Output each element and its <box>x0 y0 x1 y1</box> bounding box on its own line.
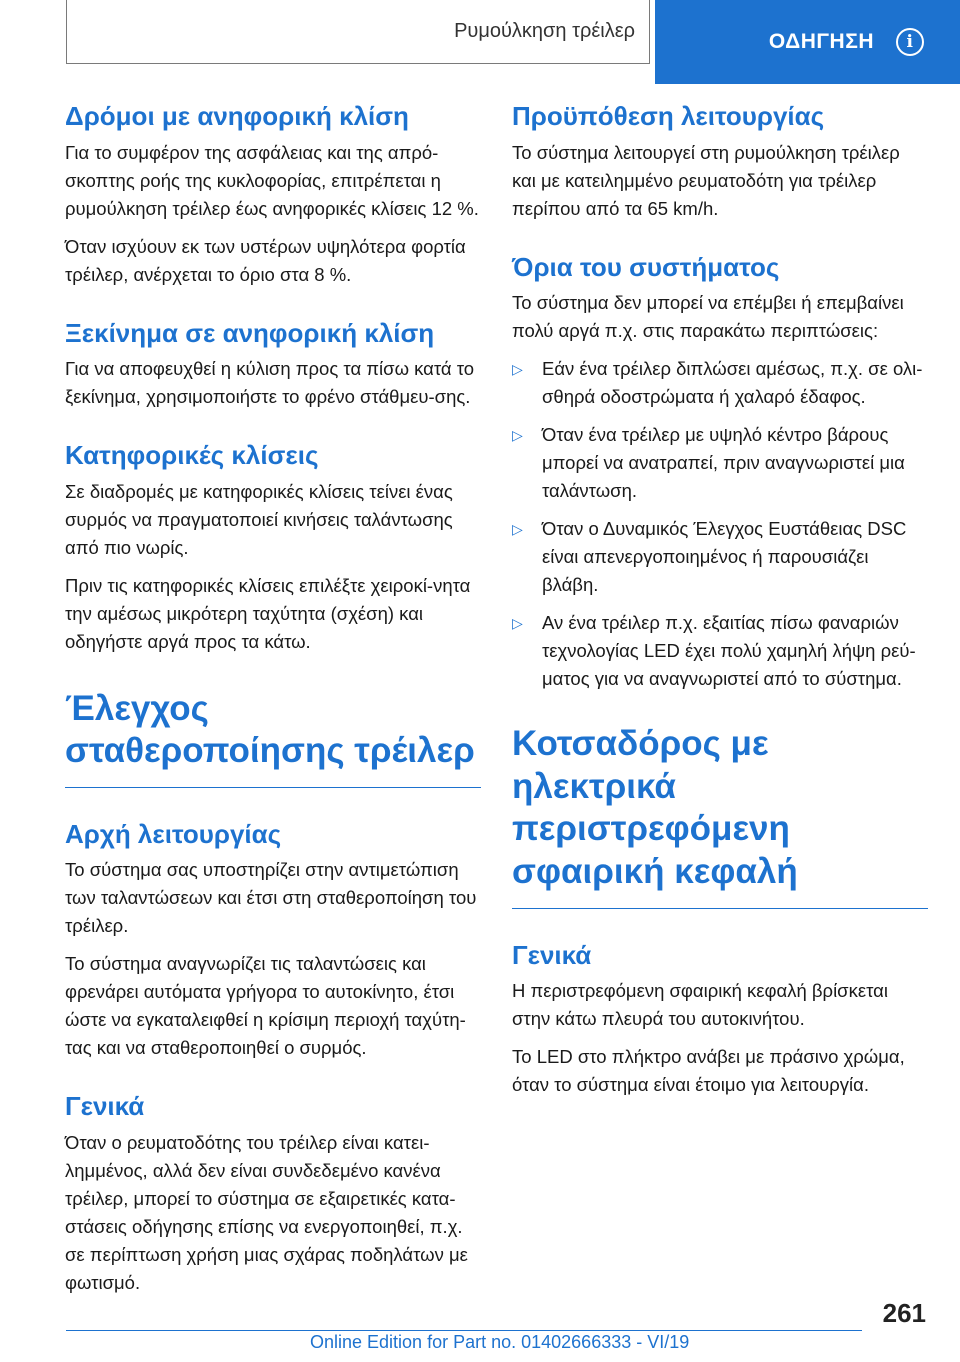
list-item: ▷ Αν ένα τρέιλερ π.χ. εξαιτίας πίσω φαναριών τεχνολογίας LED έχει πολύ χαμηλή λήψη ρεύ-ματος για να αναγνωριστεί από το σύστημα. <box>512 609 928 693</box>
heading-prerequisite: Προϋπόθεση λειτουργίας <box>512 101 825 131</box>
section-divider <box>512 908 928 909</box>
triangle-right-icon: ▷ <box>512 615 523 631</box>
page-number: 261 <box>882 1298 926 1328</box>
heading-general: Γενικά <box>512 939 592 970</box>
list-item: ▷ Όταν ο Δυναμικός Έλεγχος Ευστάθειας DSC είναι απενεργοποιημένος ή παρουσιάζει βλάβη. <box>512 515 928 599</box>
chapter-title-tab <box>66 0 650 64</box>
list-item: ▷ Εάν ένα τρέιλερ διπλώσει αμέσως, π.χ. σε ολι-σθηρά οδοστρώματα ή χαλαρό έδαφος. <box>512 355 928 411</box>
heading-system-limits: Όρια του συστήματος <box>512 251 780 282</box>
heading-general: Γενικά <box>65 1091 145 1122</box>
chapter-title: Ρυμούλκηση τρέιλερ <box>454 20 635 42</box>
paragraph: Το σύστημα δεν μπορεί να επέμβει ή επεμβαίνει πολύ αργά π.χ. στις παρακάτω περιπτώσεις: <box>512 292 904 341</box>
footer-divider <box>66 1330 862 1331</box>
paragraph: Όταν ισχύουν εκ των υστέρων υψηλότερα φορτία τρέιλερ, ανέρχεται το όριο στα 8 %. <box>65 235 466 285</box>
paragraph: Όταν ο ρευματοδότης του τρέιλερ είναι κατει-λημμένος, αλλά δεν είναι συνδεδεμένο κανένα τρέιλερ, μπορεί το σύστημα σε εξαιρετικές κατα-στάσεις οδήγησης επίσης να ενεργοποιηθεί, π.χ. σε περίπτωση χρήση μιας σχάρας ποδηλάτων με φωτισμό. <box>65 1131 468 1293</box>
paragraph: Για το συμφέρον της ασφάλειας και της απρό-σκοπτης ροής της κυκλοφορίας, επιτρέπεται η ρυμούλκηση τρέιλερ έως ανηφορικές κλίσεις 12 %. <box>65 141 479 219</box>
paragraph: Το σύστημα αναγνωρίζει τις ταλαντώσεις και φρενάρει αυτόματα γρήγορα το αυτοκίνητο, έτσι ώστε να εγκαταλειφθεί η κρίσιμη περιοχή ταχύτη-τας και να σταθεροποιηθεί ο συρμός. <box>65 953 466 1059</box>
paragraph: Το LED στο πλήκτρο ανάβει με πράσινο χρώμα, όταν το σύστημα είναι έτοιμο για λειτουργία. <box>512 1046 905 1096</box>
left-column <box>65 100 481 1307</box>
triangle-right-icon: ▷ <box>512 521 523 537</box>
heading-slopes: Δρόμοι με ανηφορική κλίση <box>65 101 409 131</box>
paragraph: Η περιστρεφόμενη σφαιρική κεφαλή βρίσκεται στην κάτω πλευρά του αυτοκινήτου. <box>512 980 888 1030</box>
paragraph: Σε διαδρομές με κατηφορικές κλίσεις τείνει ένας συρμός να πραγματοποιεί κινήσεις ταλάντωσης από πιο νωρίς. <box>65 480 453 558</box>
section-divider <box>65 787 481 788</box>
heading-principle: Αρχή λειτουργίας <box>65 818 282 849</box>
edition-note: Online Edition for Part no. 01402666333 - VI/19 <box>310 1332 690 1352</box>
triangle-right-icon: ▷ <box>512 361 523 377</box>
heading-trailer-stabilization: Έλεγχος σταθεροποίησης τρέιλερ <box>65 688 475 771</box>
section-tab[interactable] <box>655 0 960 84</box>
heading-electric-tow-hitch: Κοτσαδόρος με ηλεκτρικά περιστρεφόμενη σφαιρική κεφαλή <box>512 724 798 892</box>
paragraph: Το σύστημα σας υποστηρίζει στην αντιμετώπιση των ταλαντώσεων και έτσι στη σταθεροποίηση του τρέιλερ. <box>65 859 477 937</box>
list-item: ▷ Όταν ένα τρέιλερ με υψηλό κέντρο βάρους μπορεί να ανατραπεί, πριν αναγνωριστεί μια ταλάντωση. <box>512 421 928 505</box>
limits-list <box>512 355 928 693</box>
section-title: ΟΔΗΓΗΣΗ <box>768 30 874 53</box>
paragraph: Για να αποφευχθεί η κύλιση προς τα πίσω κατά το ξεκίνημα, χρησιμοποιήστε το φρένο στάθμευ-σης. <box>65 358 475 407</box>
right-column <box>512 100 928 1109</box>
paragraph: Το σύστημα λειτουργεί στη ρυμούλκηση τρέιλερ και με κατειλημμένο ρευματοδότη για τρέιλερ περίπου από τα 65 km/h. <box>512 141 900 219</box>
heading-downhill: Κατηφορικές κλίσεις <box>65 440 319 470</box>
heading-start-on-slope: Ξεκίνημα σε ανηφορική κλίση <box>65 317 435 348</box>
triangle-right-icon: ▷ <box>512 427 523 443</box>
info-circle-icon[interactable]: i <box>896 28 924 56</box>
paragraph: Πριν τις κατηφορικές κλίσεις επιλέξτε χειροκί-νητα την αμέσως μικρότερη ταχύτητα (σχέση) και οδηγήστε αργά προς τα κάτω. <box>65 574 471 652</box>
